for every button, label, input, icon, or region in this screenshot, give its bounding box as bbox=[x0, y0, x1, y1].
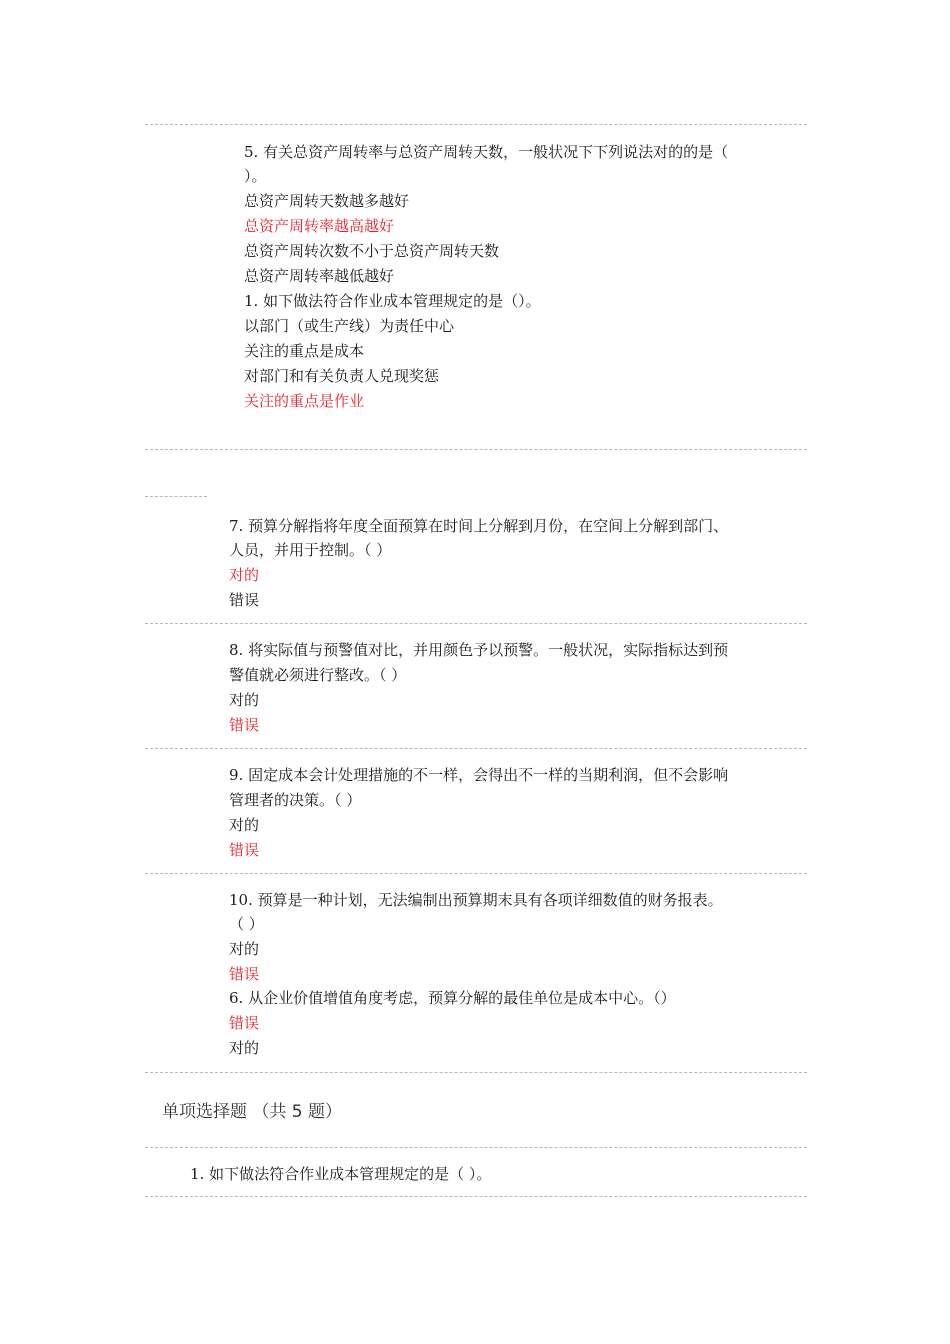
question-8-option-true[interactable]: 对的 bbox=[229, 691, 260, 709]
question-10-stem-cont: （ ） bbox=[229, 915, 264, 933]
question-1-option-4-answer[interactable]: 关注的重点是作业 bbox=[244, 392, 365, 410]
question-7-option-true-answer[interactable]: 对的 bbox=[229, 566, 260, 584]
question-5-stem-cont: ）。 bbox=[244, 167, 267, 185]
divider bbox=[145, 748, 807, 749]
question-5-option-2-answer[interactable]: 总资产周转率越高越好 bbox=[244, 217, 395, 235]
divider bbox=[145, 1072, 807, 1073]
question-8-option-false-answer[interactable]: 错误 bbox=[229, 716, 260, 734]
question-8-stem: 8. 将实际值与预警值对比，并用颜色予以预警。一般状况，实际指标达到预 bbox=[229, 641, 729, 659]
question-10-stem: 10. 预算是一种计划，无法编制出预算期末具有各项详细数值的财务报表。 bbox=[229, 891, 723, 909]
question-5-stem: 5. 有关总资产周转率与总资产周转天数，一般状况下下列说法对的的是（ bbox=[244, 143, 729, 161]
question-5-option-4[interactable]: 总资产周转率越低越好 bbox=[244, 267, 395, 285]
question-9-stem: 9. 固定成本会计处理措施的不一样，会得出不一样的当期利润，但不会影响 bbox=[229, 766, 729, 784]
question-8-stem-cont: 警值就必须进行整改。（ ） bbox=[229, 666, 407, 684]
question-7-stem: 7. 预算分解指将年度全面预算在时间上分解到月份，在空间上分解到部门、 bbox=[229, 517, 729, 535]
question-7-stem-cont: 人员，并用于控制。（ ） bbox=[229, 541, 392, 559]
divider bbox=[145, 623, 807, 624]
question-10-option-true[interactable]: 对的 bbox=[229, 940, 260, 958]
question-6-option-true[interactable]: 对的 bbox=[229, 1039, 260, 1057]
question-5-option-1[interactable]: 总资产周转天数越多越好 bbox=[244, 192, 410, 210]
question-5-option-3[interactable]: 总资产周转次数不小于总资产周转天数 bbox=[244, 242, 500, 260]
question-1-stem: 1. 如下做法符合作业成本管理规定的是（）。 bbox=[244, 292, 541, 310]
question-6-stem: 6. 从企业价值增值角度考虑，预算分解的最佳单位是成本中心。（） bbox=[229, 989, 676, 1007]
question-1-option-3[interactable]: 对部门和有关负责人兑现奖惩 bbox=[244, 367, 440, 385]
question-9-stem-cont: 管理者的决策。（ ） bbox=[229, 791, 362, 809]
question-1-option-1[interactable]: 以部门（或生产线）为责任中心 bbox=[244, 317, 455, 335]
divider bbox=[145, 1196, 807, 1197]
divider bbox=[145, 449, 807, 450]
question-1-option-2[interactable]: 关注的重点是成本 bbox=[244, 342, 365, 360]
section-heading: 单项选择题 （共 5 题） bbox=[162, 1102, 343, 1122]
divider bbox=[145, 1147, 807, 1148]
question-9-option-false-answer[interactable]: 错误 bbox=[229, 841, 260, 859]
question-10-option-false-answer[interactable]: 错误 bbox=[229, 965, 260, 983]
section-question-1-stem: 1. 如下做法符合作业成本管理规定的是（ ）。 bbox=[190, 1165, 492, 1183]
question-9-option-true[interactable]: 对的 bbox=[229, 816, 260, 834]
question-7-option-false[interactable]: 错误 bbox=[229, 591, 260, 609]
divider bbox=[145, 124, 807, 125]
divider bbox=[145, 873, 807, 874]
divider bbox=[145, 496, 207, 497]
question-6-option-false-answer[interactable]: 错误 bbox=[229, 1014, 260, 1032]
